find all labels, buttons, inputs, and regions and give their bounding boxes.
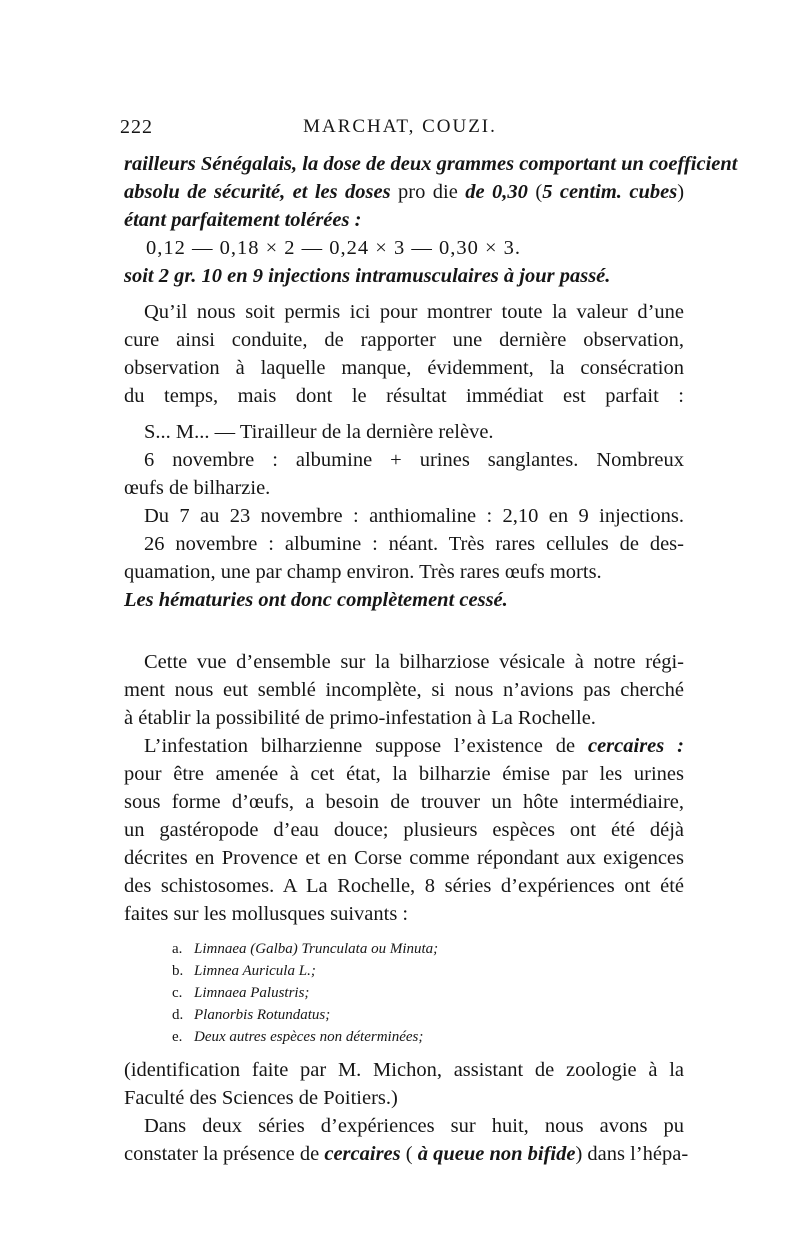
list-item xyxy=(172,1026,684,1048)
list-item xyxy=(172,960,684,982)
list-marker: a. xyxy=(172,941,183,957)
text-line: soit 2 gr. 10 en 9 injections intramusculaires à jour passé. xyxy=(124,265,611,287)
text-line: à établir la possibilité de primo-infestation à La Rochelle. xyxy=(124,707,596,729)
list-marker: c. xyxy=(172,985,183,1001)
observation-line: S... M... — Tirailleur de la dernière relève. xyxy=(144,421,494,443)
text-span: ( xyxy=(400,1143,418,1165)
list-text: Limnea Auricula L.; xyxy=(194,963,316,979)
list-text: Deux autres espèces non déterminées; xyxy=(194,1029,424,1045)
page-body xyxy=(124,150,738,1168)
text-line: étant parfaitement tolérées : xyxy=(124,209,362,231)
text-line: des schistosomes. A La Rochelle, 8 séries d’expériences ont été xyxy=(124,875,684,897)
page-header xyxy=(120,116,680,142)
text-span: cercaires xyxy=(324,1143,401,1165)
text-span: ) dans l’hépa- xyxy=(575,1143,689,1165)
text-line: Cette vue d’ensemble sur la bilharziose vésicale à notre régi- xyxy=(144,651,684,673)
list-marker: b. xyxy=(172,963,184,979)
text-line: faites sur les mollusques suivants : xyxy=(124,903,409,925)
observation-line: 26 novembre : albumine : néant. Très rares cellules de des- xyxy=(144,533,684,555)
text-span: cercaires : xyxy=(587,735,684,757)
observation-line: 6 novembre : albumine + urines sanglantes. Nombreux xyxy=(144,449,684,471)
text-line: cure ainsi conduite, de rapporter une dernière observation, xyxy=(124,329,684,351)
text-line: ment nous eut semblé incomplète, si nous n’avions pas cherché xyxy=(124,679,684,701)
list-item xyxy=(172,982,684,1004)
dosage-formula: 0,12 — 0,18 × 2 — 0,24 × 3 — 0,30 × 3. xyxy=(146,237,522,259)
list-marker: e. xyxy=(172,1029,183,1045)
page-number: 222 xyxy=(120,116,153,138)
text-span: ( xyxy=(527,181,543,203)
text-span: L’infestation bilharzienne suppose l’existence de xyxy=(144,735,588,757)
text-span: 5 centim. cubes xyxy=(542,181,678,203)
observation-conclusion: Les hématuries ont donc complètement cessé. xyxy=(124,589,508,611)
text-line: décrites en Provence et en Corse comme répondant aux exigences xyxy=(124,847,684,869)
list-text: Limnaea Palustris; xyxy=(194,985,310,1001)
text-line: un gastéropode d’eau douce; plusieurs espèces ont été déjà xyxy=(124,819,684,841)
observation-line: œufs de bilharzie. xyxy=(124,477,271,499)
text-span: ) xyxy=(677,181,685,203)
list-text: Limnaea (Galba) Trunculata ou Minuta; xyxy=(194,941,439,957)
list-marker: d. xyxy=(172,1007,184,1023)
text-line: Dans deux séries d’expériences sur huit, nous avons pu xyxy=(144,1115,684,1137)
list-item xyxy=(172,938,684,960)
text-span: absolu de sécurité, et les doses xyxy=(124,181,391,203)
text-line: Qu’il nous soit permis ici pour montrer toute la valeur d’une xyxy=(144,301,684,323)
observation-line: Du 7 au 23 novembre : anthiomaline : 2,10 en 9 injections. xyxy=(144,505,684,527)
text-line: observation à laquelle manque, évidemment, la consécration xyxy=(124,357,684,379)
list-item xyxy=(172,1004,684,1026)
text-span: pro die xyxy=(390,181,466,203)
text-line: du temps, mais dont le résultat immédiat est parfait : xyxy=(124,385,684,407)
text-line: railleurs Sénégalais, la dose de deux grammes comportant un coefficient xyxy=(124,153,738,175)
observation-line: quamation, une par champ environ. Très rares œufs morts. xyxy=(124,561,602,583)
text-line: Faculté des Sciences de Poitiers.) xyxy=(124,1087,398,1109)
text-line: (identification faite par M. Michon, assistant de zoologie à la xyxy=(124,1059,684,1081)
text-line: pour être amenée à cet état, la bilharzie émise par les urines xyxy=(124,763,684,785)
text-line: sous forme d’œufs, a besoin de trouver un hôte intermédiaire, xyxy=(124,791,684,813)
text-line xyxy=(124,732,684,760)
text-span: de 0,30 xyxy=(465,181,528,203)
list-text: Planorbis Rotundatus; xyxy=(194,1007,331,1023)
text-line xyxy=(124,1140,689,1168)
species-list xyxy=(172,938,684,1048)
text-span: constater la présence de xyxy=(124,1143,325,1165)
running-head: MARCHAT, COUZI. xyxy=(303,116,497,137)
text-line xyxy=(124,178,684,206)
text-span: à queue non bifide xyxy=(417,1143,576,1165)
